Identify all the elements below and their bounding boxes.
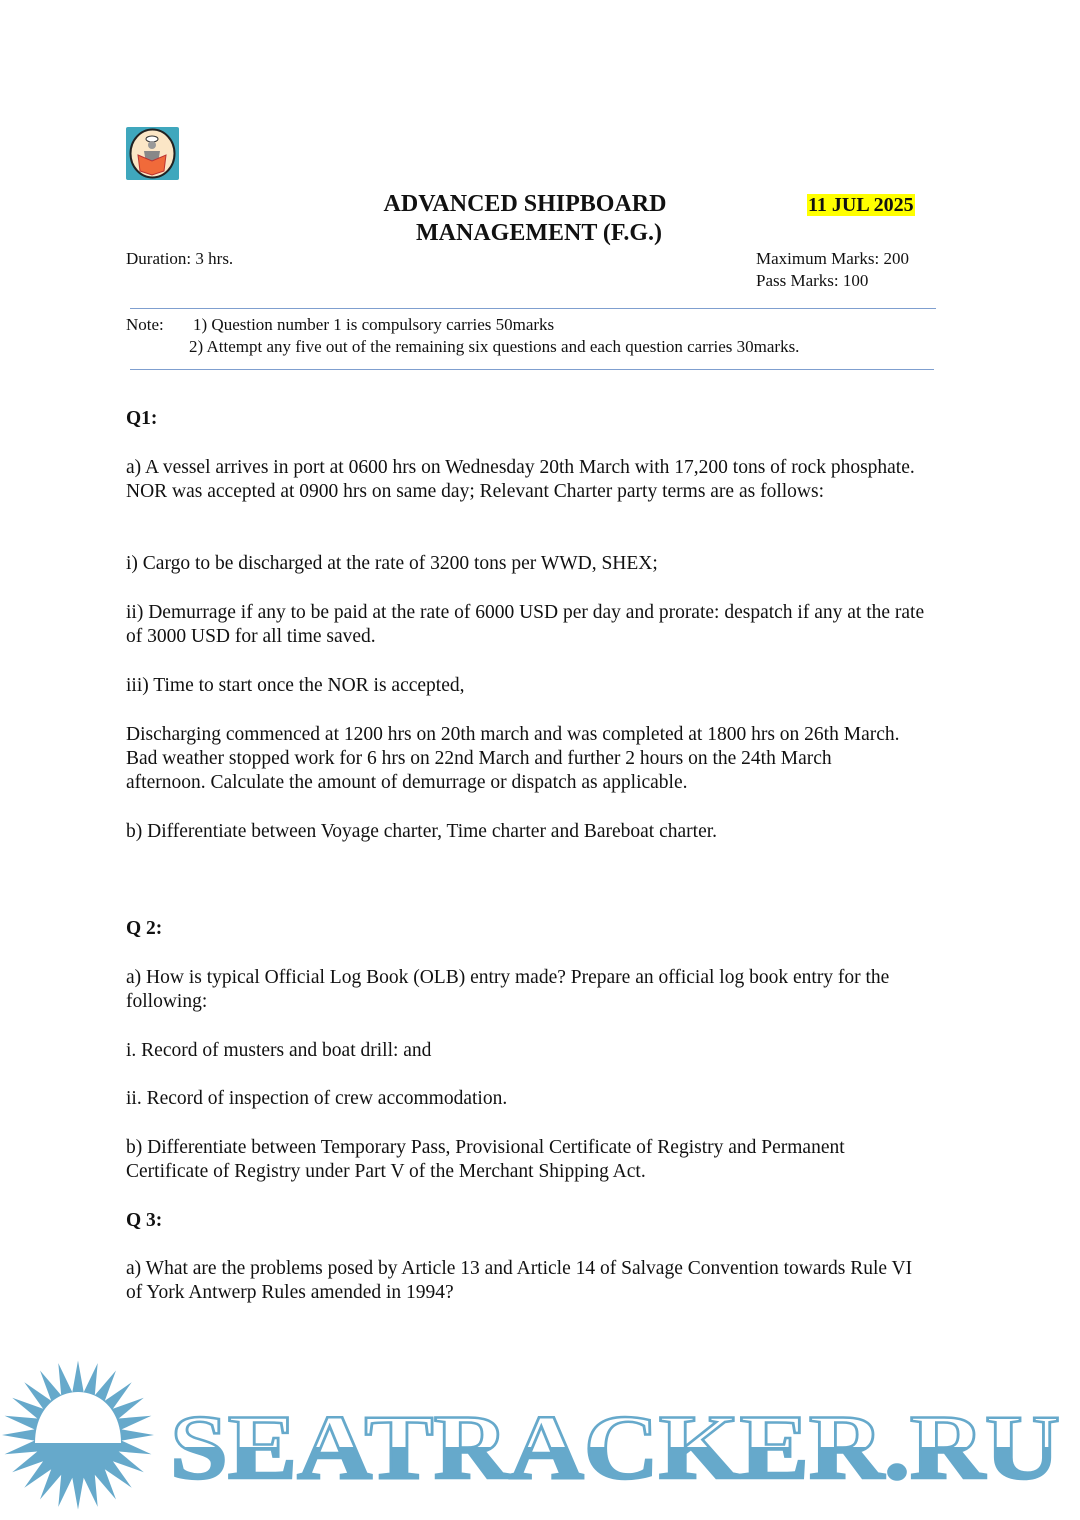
note-label: Note: xyxy=(126,315,164,334)
title-line-1: ADVANCED SHIPBOARD xyxy=(383,191,667,217)
exam-title xyxy=(330,190,720,248)
q1-part-b: b) Differentiate between Voyage charter, Time charter and Bareboat charter. xyxy=(126,821,718,842)
q2-part-b: b) Differentiate between Temporary Pass, Provisional Certificate of Registry and Permanent Certificate of Registry under Part V of the Merchant Shipping Act. xyxy=(126,1137,845,1182)
pass-marks: Pass Marks: 100 xyxy=(756,271,869,290)
exam-date-highlight: 11 JUL 2025 xyxy=(808,194,914,216)
divider-top xyxy=(130,308,936,309)
note-line-1: 1) Question number 1 is compulsory carries 50marks xyxy=(193,315,555,334)
q1-term-ii: ii) Demurrage if any to be paid at the rate of 6000 USD per day and prorate: despatch if any at the rate of 3000 USD for all time saved. xyxy=(126,602,925,647)
q1-paragraph: Discharging commenced at 1200 hrs on 20th march and was completed at 1800 hrs on 26th March. Bad weather stopped work for 6 hrs on 22nd March and further 2 hours on the 24th March afternoon. Calculate the amount of demurrage or dispatch as applicable. xyxy=(126,724,900,793)
q1-term-iii: iii) Time to start once the NOR is accepted, xyxy=(126,675,465,696)
q1-heading: Q1: xyxy=(126,408,158,429)
watermark-text: SEATRACKER.RU xyxy=(170,1396,1060,1498)
q2-item-i: i. Record of musters and boat drill: and xyxy=(126,1040,432,1061)
max-marks: Maximum Marks: 200 xyxy=(756,249,909,268)
duration: Duration: 3 hrs. xyxy=(126,249,234,268)
q3-part-a: a) What are the problems posed by Article 13 and Article 14 of Salvage Convention towards Rule VI of York Antwerp Rules amended in 1994? xyxy=(126,1258,913,1303)
q1-part-a: a) A vessel arrives in port at 0600 hrs on Wednesday 20th March with 17,200 tons of rock phosphate. NOR was accepted at 0900 hrs on same day; Relevant Charter party terms are as follows: xyxy=(126,457,915,502)
q1-term-i: i) Cargo to be discharged at the rate of 3200 tons per WWD, SHEX; xyxy=(126,553,658,574)
sun-logo-icon xyxy=(0,1355,1080,1515)
note-line-2: 2) Attempt any five out of the remaining six questions and each question carries 30marks. xyxy=(189,337,800,356)
q3-heading: Q 3: xyxy=(126,1210,163,1231)
date-container xyxy=(807,193,915,219)
q2-part-a: a) How is typical Official Log Book (OLB) entry made? Prepare an official log book entry for the following: xyxy=(126,967,890,1012)
q2-heading: Q 2: xyxy=(126,918,163,939)
divider-bottom xyxy=(130,369,934,370)
q2-item-ii: ii. Record of inspection of crew accommodation. xyxy=(126,1088,508,1109)
seatracker-watermark xyxy=(0,1355,1080,1515)
institution-logo xyxy=(126,127,179,180)
title-line-2: MANAGEMENT (F.G.) xyxy=(416,220,662,246)
